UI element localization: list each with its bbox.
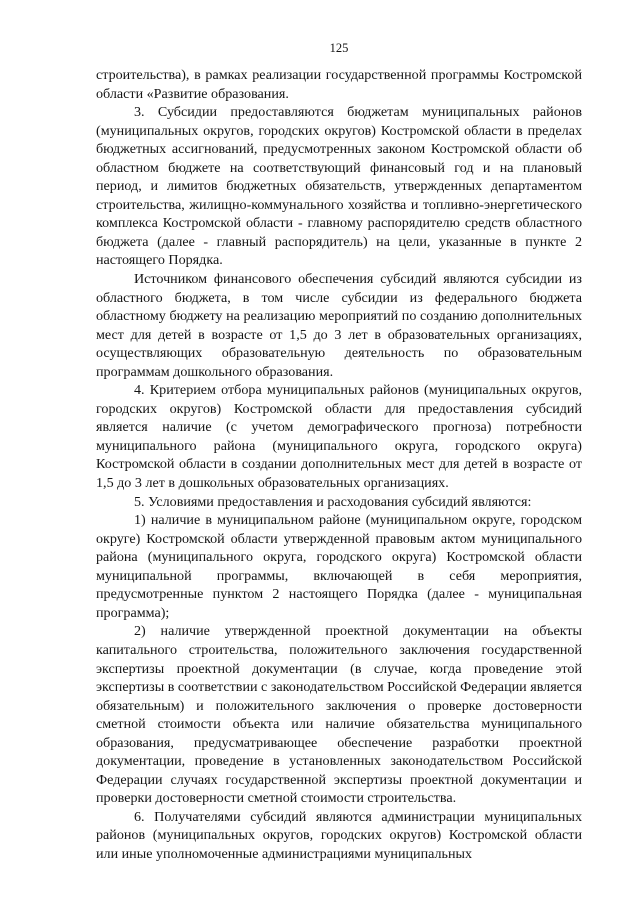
page-number: 125 xyxy=(329,41,349,55)
paragraph-condition-1: 1) наличие в муниципальном районе (муниципальном округе, городском округе) Костромской области утвержденной правовым актом муниципального района (муниципального округа, городского округа) Костромской области муниципальной программы, включающей в себя мероприятия, предусмотренные пунктом 2 настоящего Порядка (далее - муниципальная программа); xyxy=(96,512,582,621)
paragraph-clause-5: 5. Условиями предоставления и расходования субсидий являются: xyxy=(134,493,532,510)
paragraph-condition-2: 2) наличие утвержденной проектной документации на объекты капитального строительства, положительного заключения государственной экспертизы проектной документации (в случае, когда проведение этой экспертизы в соответствии с законодательством Российской Федерации является обязательным) и положительного заключения о проверке достоверности сметной стоимости объекта или наличие обязательства муниципального образования, предусматривающее обеспечение разработки проектной документации, проведение в установленных законодательством Российской Федерации случаях государственной экспертизы проектной документации и проверки достоверности сметной стоимости строительства. xyxy=(96,623,583,807)
paragraph-clause-6: 6. Получателями субсидий являются администрации муниципальных районов (муниципальных округов, городских округов) Костромской области или иные уполномоченные администрациями муниципальных xyxy=(96,808,582,862)
paragraph-funding-source: Источником финансового обеспечения субсидий являются субсидии из областного бюджета, в том числе субсидии из федерального бюджета областному бюджету на реализацию мероприятий по созданию дополнительных мест для детей в возрасте от 1,5 до 3 лет в образовательных организациях, осуществляющих образовательную деятельность по образовательным программам дошкольного образования. xyxy=(96,271,582,380)
document-page xyxy=(96,40,582,864)
paragraph-continuation: строительства), в рамках реализации государственной программы Костромской области «Развитие образования. xyxy=(96,67,582,102)
paragraph-clause-3: 3. Субсидии предоставляются бюджетам муниципальных районов (муниципальных округов, городских округов) Костромской области в пределах бюджетных ассигнований, предусмотренных законом Костромской области об областном бюджете на соответствующий финансовый год и на плановый период, и лимитов бюджетных обязательств, утвержденных департаментом строительства, жилищно-коммунального хозяйства и топливно-энергетического комплекса Костромской области - главному распорядителю средств областного бюджета (далее - главный распорядитель) на цели, указанные в пункте 2 настоящего Порядка. xyxy=(96,104,582,269)
paragraph-clause-4: 4. Критерием отбора муниципальных районов (муниципальных округов, городских округов) Костромской области для предоставления субсидий является наличие (с учетом демографического прогноза) потребности муниципального района (муниципального округа, городского округа) Костромской области в создании дополнительных мест для детей в возрасте от 1,5 до 3 лет в дошкольных образовательных организациях. xyxy=(96,382,582,492)
